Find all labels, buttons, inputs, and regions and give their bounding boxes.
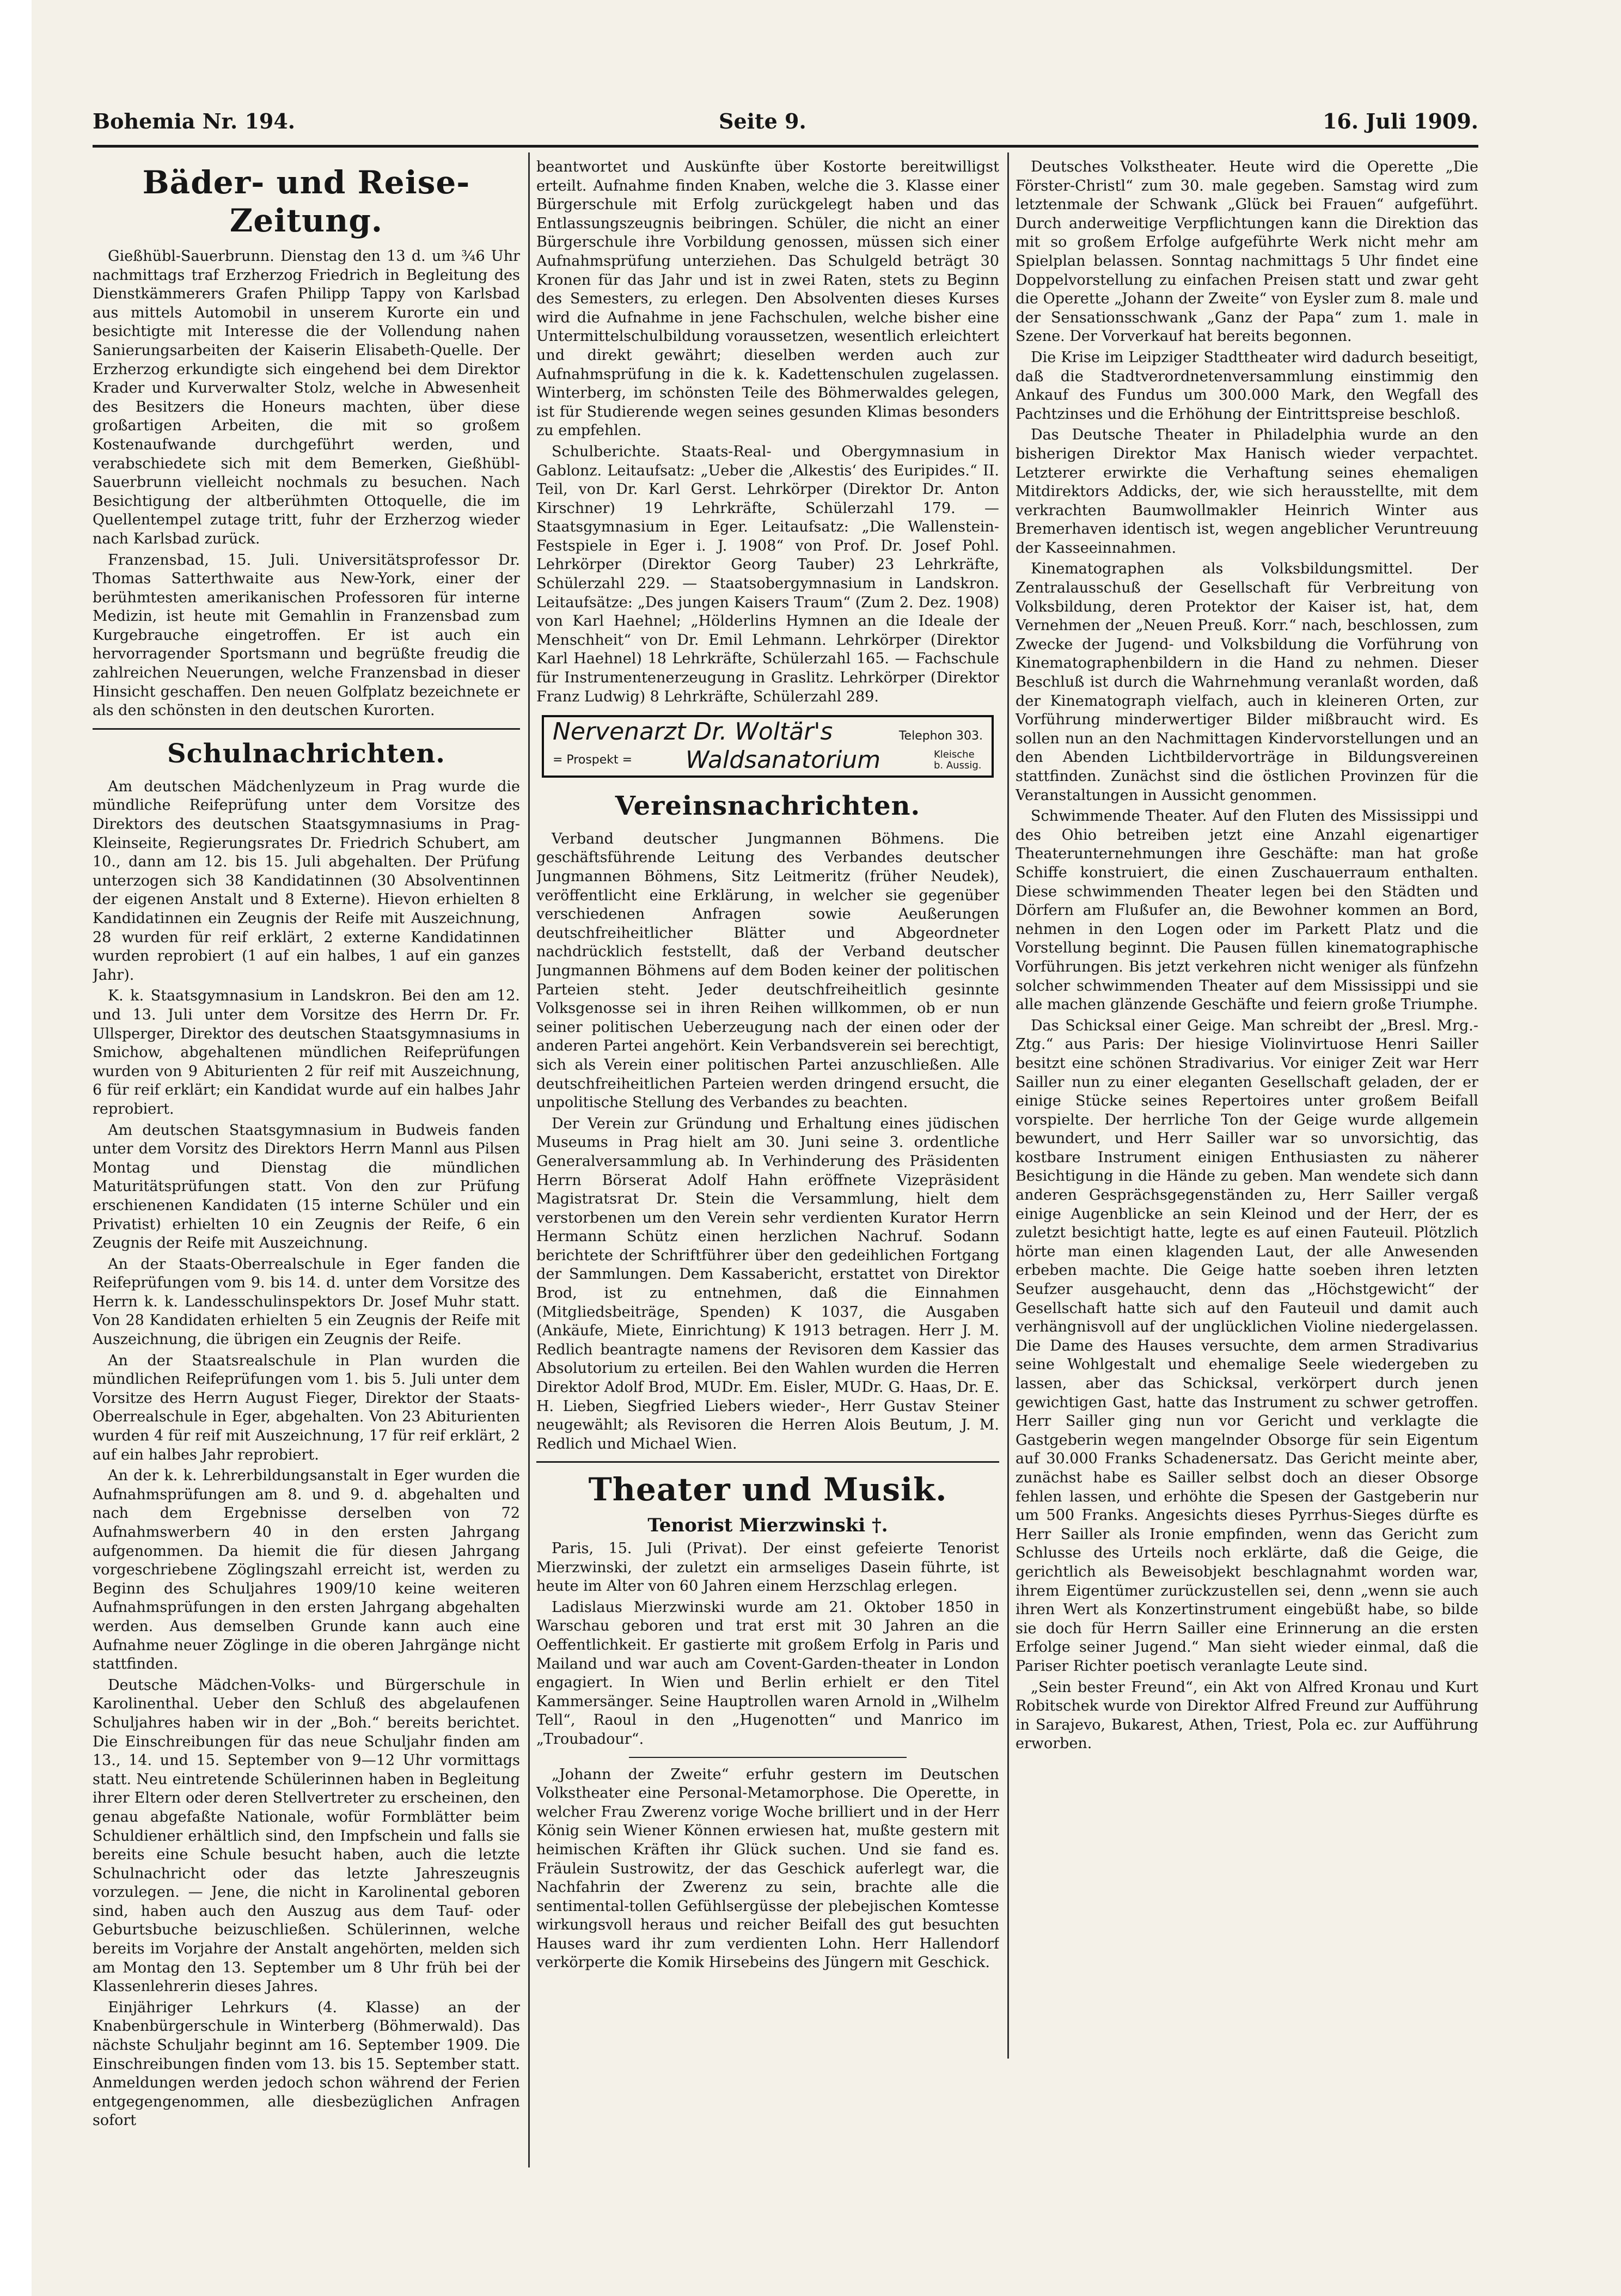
article-paragraph: „Sein bester Freund“, ein Akt von Alfred Kronau und Kurt Robitschek wurde von Direktor Alfred Freund zur Aufführung in Sarajevo, Bukarest, Athen, Triest, Pola ec. zur Aufführung erworben. [1016, 1678, 1478, 1752]
article-paragraph: Gießhübl-Sauerbrunn. Dienstag den 13 d. um ¾6 Uhr nachmittags traf Erzherzog Friedrich in Begleitung des Dienstkämmerers Grafen Philipp Tappy von Karlsbad aus mittels Automobil in unserem Kurorte ein und besichtigte mit Interesse die der Vollendung nahen Sanierungsarbeiten der Kaiserin Elisabeth-Quelle. Der Erzherzog erkundigte sich eingehend bei dem Direktor Krader und Kurverwalter Stolz, welche in Abwesenheit des Besitzers die Honeurs machten, über diese großartigen Arbeiten, die mit so großem Kostenaufwande durchgeführt werden, und verabschiedete sich mit dem Bemerken, Gießhübl-Sauerbrunn vielleicht nochmals zu besuchen. Nach Besichtigung der altberühmten Ottoquelle, die im Quellentempel zutage tritt, fuhr der Erzherzog wieder nach Karlsbad zurück. [93, 248, 520, 547]
section-rule [536, 1461, 999, 1463]
article-paragraph: Schulberichte. Staats-Real- und Obergymnasium in Gablonz. Leitaufsatz: „Ueber die ‚Alkestis‘ des Euripides.“ II. Teil, von Dr. Karl Gerst. Lehrkörper (Direktor Dr. Anton Kirschner) 19 Lehrkräfte, Schülerzahl 179. — Staatsgymnasium in Eger. Leitaufsatz: „Die Wallenstein-Festspiele in Eger i. J. 1908“ von Prof. Dr. Josef Pohl. Lehrkörper (Direktor Georg Tauber) 23 Lehrkräfte, Schülerzahl 229. — Staatsobergymnasium in Landskron. Leitaufsätze: „Des jungen Kaisers Traum“ (Zum 2. Dez. 1908) von Karl Haehnel; „Hölderlins Hymnen an die Ideale der Menschheit“ von Dr. Emil Lehmann. Lehrkörper (Direktor Karl Haehnel) 18 Lehrkräfte, Schülerzahl 165. — Fachschule für Instrumentenerzeugung in Graslitz. Lehrkörper (Direktor Franz Ludwig) 8 Lehrkräfte, Schülerzahl 289. [536, 443, 999, 705]
article-paragraph: An der Staatsrealschule in Plan wurden die mündlichen Reifeprüfungen vom 1. bis 5. Juli unter dem Vorsitze des Herrn August Fieger, Direktor der Staats-Oberrealschule in Eger, abgehalten. Von 23 Abiturienten wurden 4 für reif mit Auszeichnung, 17 für reif erklärt, 2 auf ein halbes Jahr reprobiert. [93, 1352, 520, 1463]
ad-location: Kleische b. Aussig. [934, 748, 982, 771]
page-header [93, 109, 1478, 147]
column-divider [528, 152, 530, 2167]
article-paragraph: „Johann der Zweite“ erfuhr gestern im Deutschen Volkstheater eine Personal-Metamorphose. Die Operette, in welcher Frau Zwerenz vorige Woche brilliert und in der Herr König sein Wiener Können erwiesen hat, mußte gestern mit heimischen Kräften ihr Glück suchen. Und sie fand es. Fräulein Sustrowitz, der das Geschick auferlegt war, die Nachfahrin der Zwerenz zu sein, brachte alle die sentimental-tollen Gefühlsergüsse der plebejischen Komtesse wirkungsvoll heraus und reicher Beifall des gut besuchten Hauses ward ihr zum verdienten Lohn. Herr Hallendorf verkörperte die Komik Hirsebeins des Jüngern mit Geschick. [536, 1766, 999, 1971]
article-paragraph: Verband deutscher Jungmannen Böhmens. Die geschäftsführende Leitung des Verbandes deutscher Jungmannen Böhmens, Sitz Leitmeritz (früher Neudek), veröffentlicht eine Erklärung, in welcher sie gegenüber verschiedenen Anfragen sowie Aeußerungen deutschfreiheitlicher Blätter und Abgeordneter nachdrücklich feststellt, daß der Verband deutscher Jungmannen Böhmens auf dem Boden keiner der politischen Parteien steht. Jeder deutschfreiheitlich gesinnte Volksgenosse sei in ihren Reihen willkommen, ob er nun seiner politischen Ueberzeugung nach der einen oder der anderen Partei angehört. Kein Verbandsverein sei berechtigt, sich als Verein einer politischen Partei anzuschließen. Alle deutschfreiheitlichen Parteien werden dringend ersucht, die unpolitische Stellung des Verbandes zu beachten. [536, 830, 999, 1112]
publication-issue: Bohemia Nr. 194. [93, 109, 296, 133]
article-paragraph: Am deutschen Staatsgymnasium in Budweis fanden unter dem Vorsitz des Direktors Herrn Mannl aus Pilsen Montag und Dienstag die mündlichen Maturitätsprüfungen statt. Von den zur Prüfung erschienenen Kandidaten (15 interne Schüler und ein Privatist) erhielten 10 ein Zeugnis der Reife, 6 ein Zeugnis der Reife mit Auszeichnung. [93, 1121, 520, 1252]
article-paragraph: An der Staats-Oberrealschule in Eger fanden die Reifeprüfungen vom 9. bis 14. d. unter dem Vorsitze des Herrn k. k. Landesschulinspektors Dr. Josef Muhr statt. Von 28 Kandidaten erhielten 5 ein Zeugnis der Reife mit Auszeichnung, die übrigen ein Zeugnis der Reife. [93, 1255, 520, 1348]
article-paragraph: Das Deutsche Theater in Philadelphia wurde an den bisherigen Direktor Max Hanisch wieder verpachtet. Letzterer erwirkte die Verhaftung seines ehemaligen Mitdirektors Addicks, der, wie sich herausstellte, mit dem verkrachten Baumwollmakler Heinrich Winter aus Bremerhaven identisch ist, wegen angeblicher Veruntreuung der Kasseeinnahmen. [1016, 426, 1478, 557]
ad-prospekt: = Prospekt = [553, 753, 633, 767]
ad-telephone: Telephon 303. [898, 729, 983, 743]
article-paragraph: Deutsche Mädchen-Volks- und Bürgerschule in Karolinenthal. Ueber den Schluß des abgelaufenen Schuljahres haben wir in der „Boh.“ bereits berichtet. Die Einschreibungen für das neue Schuljahr finden am 13., 14. und 15. September von 9—12 Uhr vormittags statt. Neu eintretende Schülerinnen haben in Begleitung ihrer Eltern oder deren Stellvertreter zu erscheinen, den genau abgefaßte Nationale, wofür Formblätter beim Schuldiener erhältlich sind, den Impfschein und falls sie bereits eine Schule besucht haben, auch die letzte Schulnachricht oder das letzte Jahreszeugnis vorzulegen. — Jene, die nicht in Karolinental geboren sind, haben auch den Auszug aus dem Tauf- oder Geburtsbuche beizuschließen. Schülerinnen, welche bereits im Vorjahre der Anstalt angehörten, melden sich am Montag den 13. September um 8 Uhr früh bei der Klassenlehrerin dieses Jahres. [93, 1676, 520, 1995]
article-paragraph: Ladislaus Mierzwinski wurde am 21. Oktober 1850 in Warschau geboren und trat erst mit 30 Jahren an die Oeffentlichkeit. Er gastierte mit großem Erfolg in Paris und Mailand und war auch am Covent-Garden-theater in London engagiert. In Wien und Berlin erhielt er den Titel Kammersänger. Seine Hauptrollen waren Arnold in „Wilhelm Tell“, Raoul in den „Hugenotten“ und Manrico im „Troubadour“. [536, 1598, 999, 1748]
article-paragraph: Die Krise im Leipziger Stadttheater wird dadurch beseitigt, daß die Stadtverordnetenversammlung einstimmig den Ankauf des Fundus um 300.000 Mark, den Wegfall des Pachtzinses und die Erhöhung der Eintrittspreise beschloß. [1016, 349, 1478, 423]
article-paragraph: Einjähriger Lehrkurs (4. Klasse) an der Knabenbürgerschule in Winterberg (Böhmerwald). Das nächste Schuljahr beginnt am 16. September 1909. Die Einschreibungen finden vom 13. bis 15. September statt. Anmeldungen werden jedoch schon während der Ferien entgegengenommen, alle diesbezüglichen Anfragen sofort [93, 1999, 520, 2129]
article-paragraph: Das Schicksal einer Geige. Man schreibt der „Bresl. Mrg.-Ztg.“ aus Paris: Der hiesige Violinvirtuose Henri Sailler besitzt eine schönen Stradivarius. Vor einiger Zeit war Herr Sailler nun zu einer eleganten Gesellschaft geladen, der er einige Stücke seines Repertoires unter großem Beifall vorspielte. Der herrliche Ton der Geige wurde allgemein bewundert, und Herr Sailler war so unvorsichtig, das kostbare Instrument einigen Enthusiasten zu näherer Besichtigung in die Hände zu geben. Man wendete sich dann anderen Gesprächsgegenständen zu, Herr Sailler vergaß einige Augenblicke an sein Kleinod und der Herr, der es zuletzt besichtigt hatte, legte es auf einen Fauteuil. Plötzlich hörte man einen klagenden Laut, der alle Anwesenden erbeben machte. Die Geige hatte soeben ihren letzten Seufzer ausgehaucht, denn das „Höchstgewicht“ der Gesellschaft hatte sich auf den Fauteuil und damit auch verhängnisvoll auf der unglücklichen Violine niedergelassen. Die Dame des Hauses versuchte, dem armen Stradivarius seine Wohlgestalt und ehemalige Seele wiedergeben zu lassen, aber das Schicksal, verkörpert durch jenen gewichtigen Gast, hatte das Instrument zu schwer getroffen. Herr Sailler ging nun vor Gericht und verklagte die Gastgeberin wegen mangelnder Obsorge für sein Eigentum auf 30.000 Franks Schadenersatz. Das Gericht meinte aber, zunächst habe es Sailler selbst doch an dieser Obsorge fehlen lassen, und erhöhte die Spesen der Gastgeberin nur um 500 Franks. Angesichts dieses Pyrrhus-Sieges dürfte es Herr Sailler als Ironie empfinden, wenn das Gericht zum Schlusse des Urteils noch erklärte, daß die Geige, die gerichtlich als Beweisobjekt beschlagnahmt worden war, ihrem Eigentümer zurückzustellen sei, denn „wenn sie auch ihren Wert als Konzertinstrument eingebüßt habe, so bilde sie doch für Herrn Sailler eine Erinnerung an die ersten Erfolge seiner Jugend.“ Man sieht wieder einmal, daß die Pariser Richter poetisch veranlagte Leute sind. [1016, 1017, 1478, 1675]
page-margin [0, 0, 32, 2296]
section-rule [629, 1757, 907, 1758]
advertisement-sanatorium [542, 715, 994, 778]
article-paragraph: beantwortet und Auskünfte über Kostorte bereitwilligst erteilt. Aufnahme finden Knaben, welche die 3. Klasse einer Bürgerschule mit Erfolg zurückgelegt haben und das Entlassungszeugnis beibringen. Schüler, die nicht an einer Bürgerschule ihre Vorbildung genossen, müssen sich einer Aufnahmsprüfung unterziehen. Das Schulgeld beträgt 30 Kronen für das Jahr und ist in zwei Raten, stets zu Beginn des Semesters, zu erlegen. Den Absolventen dieses Kurses wird die Aufnahme in jene Fachschulen, welche bisher eine Untermittelschulbildung voraussetzen, wesentlich erleichtert und direkt gewährt; dieselben werden auch zur Aufnahmsprüfung in die k. k. Kadettenschulen zugelassen. Winterberg, im schönsten Teile des Böhmerwaldes gelegen, ist für Studierende wegen seines gesunden Klimas besonders zu empfehlen. [536, 158, 999, 439]
article-paragraph: Am deutschen Mädchenlyzeum in Prag wurde die mündliche Reifeprüfung unter dem Vorsitze des Direktors des deutschen Staatsgymnasiums in Prag-Kleinseite, Regierungsrates Dr. Friedrich Schubert, am 10., dann am 12. bis 15. Juli abgehalten. Der Prüfung unterzogen sich 38 Kandidatinnen (30 Absolventinnen der eigenen Anstalt und 8 Externe). Hievon erhielten 8 Kandidatinnen ein Zeugnis der Reife mit Auszeichnung, 28 wurden für reif erklärt, 2 externe Kandidatinnen wurden reprobiert (1 auf ein halbes, 1 auf ein ganzes Jahr). [93, 778, 520, 984]
section-title-theater: Theater und Musik. [588, 1471, 947, 1509]
article-paragraph: Franzensbad, 15. Juli. Universitätsprofessor Dr. Thomas Satterthwaite aus New-York, einer der berühmtesten amerikanischen Professoren für interne Medizin, ist heute mit Gemahlin in Franzensbad zum Kurgebrauche eingetroffen. Er ist auch ein hervorragender Sportsmann und begrüßte freudig die zahlreichen Neuerungen, welche Franzensbad in dieser Hinsicht geschaffen. Den neuen Golfplatz bezeichnete er als den schönsten in den deutschen Kurorten. [93, 551, 520, 719]
ad-doctor-name: Nervenarzt Dr. Woltär's [553, 718, 833, 746]
header-rule [93, 145, 1478, 148]
article-paragraph: Kinematographen als Volksbildungsmittel. Der Zentralausschuß der Gesellschaft für Verbreitung von Volksbildung, deren Protektor der Kaiser ist, hat, dem Vernehmen der „Neuen Preuß. Korr.“ nach, beschlossen, zum Zwecke der Jugend- und Volksbildung die Vorführung von Kinematographenbildern in die Hand zu nehmen. Dieser Beschluß ist durch die Wahrnehmung veranlaßt worden, daß der Kinematograph vielfach, auch in kleineren Orten, zur Vorführung minderwertiger Bilder mißbraucht wird. Es sollen nun an den Nachmittagen Kindervorstellungen und an den Abenden Lichtbildervorträge in Bildungsvereinen stattfinden. Zunächst sind die östlichen Provinzen für die Veranstaltungen in Aussicht genommen. [1016, 560, 1478, 804]
column-3 [1016, 158, 1478, 2010]
ad-place: Waldsanatorium [685, 746, 881, 774]
section-title-schulnachrichten: Schulnachrichten. [167, 738, 445, 769]
article-paragraph: Schwimmende Theater. Auf den Fluten des Mississippi und des Ohio betreiben jetzt eine Anzahl eigenartiger Theaterunternehmungen ihre Geschäfte: man hat große Schiffe konstruiert, die einen Zuschauerraum enthalten. Diese schwimmenden Theater legen bei den Städten und Dörfern am Flußufer an, die Bewohner kommen an Bord, nehmen in den Logen oder im Parkett Platz und die Vorstellung beginnt. Die Pausen füllen kinematographische Vorführungen. Bis jetzt verkehren nicht weniger als fünfzehn solcher schwimmenden Theater auf dem Mississippi und sie alle machen glänzende Geschäfte und feiern große Triumphe. [1016, 808, 1478, 1013]
article-paragraph: Paris, 15. Juli (Privat). Der einst gefeierte Tenorist Mierzwinski, der zuletzt ein armseliges Dasein führte, ist heute im Alter von 60 Jahren einem Herzschlag erlegen. [536, 1540, 999, 1595]
section-rule [93, 728, 520, 730]
article-paragraph: Deutsches Volkstheater. Heute wird die Operette „Die Förster-Christl“ zum 30. male gegeben. Samstag wird zum letztenmale der Schwank „Glück bei Frauen“ aufgeführt. Durch anderweitige Verpflichtungen kann die Direktion das mit so großem Erfolge aufgeführte Werk nicht mehr am Spielplan belassen. Sonntag nachmittags 5 Uhr findet eine Doppelvorstellung zu einfachen Preisen statt und zwar geht die Operette „Johann der Zweite“ von Eysler zum 8. male und der Sensationsschwank „Ganz der Papa“ zum 1. male in Szene. Der Vorverkauf hat bereits begonnen. [1016, 158, 1478, 345]
issue-date: 16. Juli 1909. [1322, 109, 1478, 133]
section-title-vereinsnachrichten: Vereinsnachrichten. [615, 790, 921, 821]
column-1 [93, 158, 520, 2173]
article-paragraph: An der k. k. Lehrerbildungsanstalt in Eger wurden die Aufnahmsprüfungen am 8. und 9. d. abgehalten und nach dem Ergebnisse derselben von 72 Aufnahmswerbern 40 in den ersten Jahrgang aufgenommen. Da hiemit die für diesen Jahrgang vorgeschriebene Zöglingszahl erreicht ist, werden zu Beginn des Schuljahres 1909/10 keine weiteren Aufnahmsprüfungen in den ersten Jahrgang abgehalten werden. Aus demselben Grunde kann auch eine Aufnahme neuer Zöglinge in die oberen Jahrgänge nicht stattfinden. [93, 1467, 520, 1673]
article-paragraph: Der Verein zur Gründung und Erhaltung eines jüdischen Museums in Prag hielt am 30. Juni seine 3. ordentliche Generalversammlung ab. In Verhinderung des Präsidenten Herrn Börserat Adolf Hahn eröffnete Vizepräsident Magistratsrat Dr. Stein die Versammlung, hielt dem verstorbenen um den Verein sehr verdienten Kurator Herrn Hermann Schütz einen herzlichen Nachruf. Sodann berichtete der Schriftführer über den gedeihlichen Fortgang der Sammlungen. Dem Kassabericht, erstattet von Direktor Brod, ist zu entnehmen, daß die Einnahmen (Mitgliedsbeiträge, Spenden) K 1037, die Ausgaben (Ankäufe, Miete, Einrichtung) K 1913 betragen. Herr J. M. Redlich beantragte namens der Revisoren dem Kassier das Absolutorium zu erteilen. Bei den Wahlen wurden die Herren Direktor Adolf Brod, MUDr. Em. Eisler, MUDr. G. Haas, Dr. E. H. Lieben, Siegfried Liebers wieder-, Herr Gustav Steiner neugewählt; als Revisoren die Herren Alois Beutum, J. M. Redlich und Michael Wien. [536, 1115, 999, 1452]
column-2 [536, 158, 999, 2195]
article-paragraph: K. k. Staatsgymnasium in Landskron. Bei den am 12. und 13. Juli unter dem Vorsitze des Herrn Dr. Fr. Ullsperger, Direktor des deutschen Staatsgymnasiums in Smichow, abgehaltenen mündlichen Reifeprüfungen wurden von 9 Abiturienten 2 für reif mit Auszeichnung, 6 für reif erklärt; ein Kandidat wurde auf ein halbes Jahr reprobiert. [93, 987, 520, 1118]
section-title-baeder: Bäder- und Reise-Zeitung. [142, 164, 470, 239]
article-title-mierzwinski: Tenorist Mierzwinski †. [647, 1515, 888, 1537]
page-number: Seite 9. [719, 109, 806, 133]
column-divider [1007, 152, 1009, 2059]
